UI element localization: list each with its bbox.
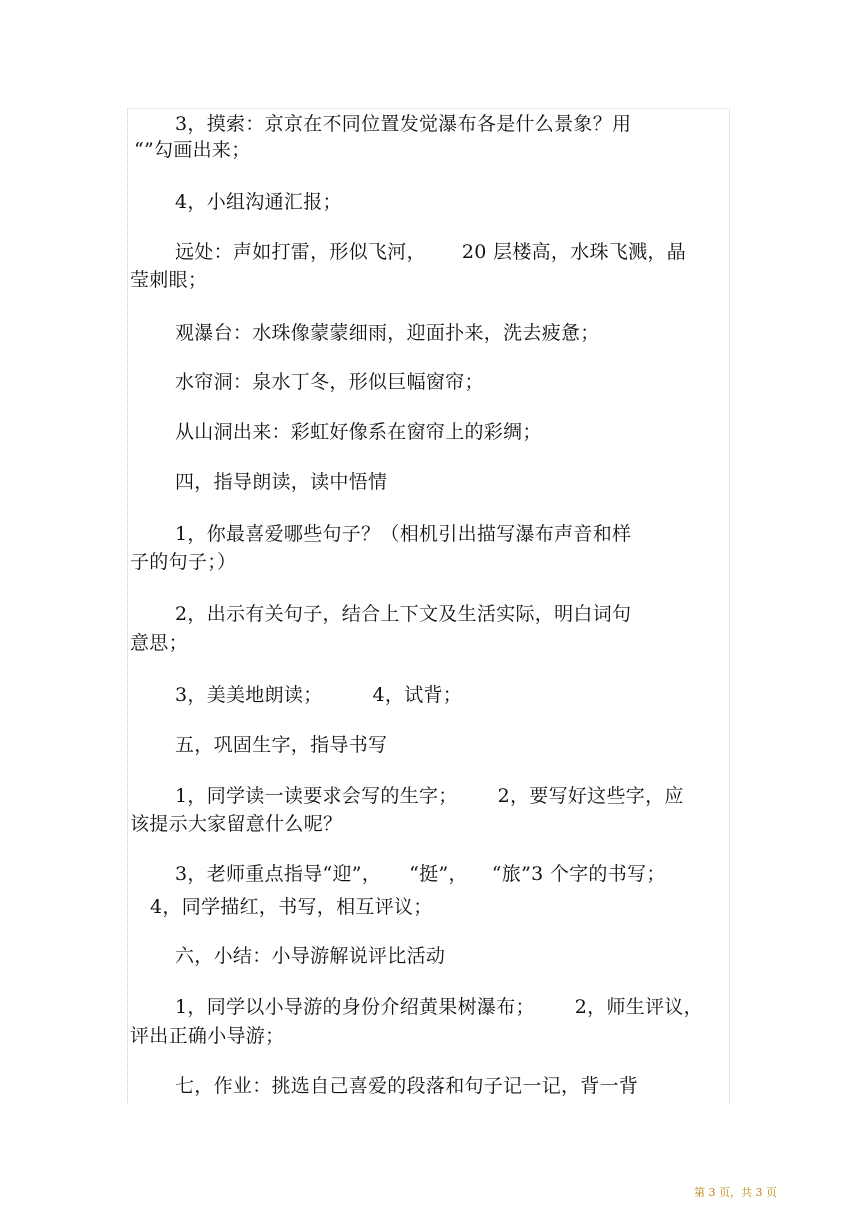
paragraph-line: 评出正确小导游； — [130, 1025, 285, 1047]
paragraph-line: 3，摸索：京京在不同位置发觉瀑布各是什么景象？用 — [175, 113, 632, 135]
paragraph-line: “”勾画出来； — [134, 139, 251, 161]
paragraph-line: 莹刺眼； — [130, 269, 208, 291]
paragraph-line: 该提示大家留意什么呢？ — [130, 813, 343, 835]
section-heading: 六，小结：小导游解说评比活动 — [175, 945, 446, 967]
paragraph-line: 3，美美地朗读； 4，试背； — [175, 684, 463, 706]
page-number: 第 3 页，共 3 页 — [694, 1186, 777, 1199]
paragraph-line: 3，老师重点指导“迎”， “挺”， “旅”3 个字的书写； — [175, 863, 666, 885]
paragraph-line: 4，同学描红，书写，相互评议； — [150, 896, 433, 918]
paragraph-line: 从山洞出来：彩虹好像系在窗帘上的彩绸； — [175, 421, 542, 443]
section-heading: 五，巩固生字，指导书写 — [175, 734, 388, 756]
paragraph-line: 观瀑台：水珠像蒙蒙细雨，迎面扑来，洗去疲惫； — [175, 322, 600, 344]
paragraph-line: 意思； — [130, 632, 188, 654]
paragraph-line: 1，同学读一读要求会写的生字； 2，要写好这些字，应 — [175, 785, 684, 807]
section-heading: 四，指导朗读，读中悟情 — [175, 471, 388, 493]
paragraph-line: 子的句子；） — [130, 551, 237, 573]
section-heading: 七，作业：挑选自己喜爱的段落和句子记一记，背一背 — [175, 1075, 639, 1097]
paragraph-line: 1，你最喜爱哪些句子？（相机引出描写瀑布声音和样 — [175, 523, 632, 545]
paragraph-line: 水帘洞：泉水丁冬，形似巨幅窗帘； — [175, 371, 484, 393]
paragraph-line: 1，同学以小导游的身份介绍黄果树瀑布； 2，师生评议， — [175, 996, 703, 1018]
paragraph-line: 4，小组沟通汇报； — [175, 191, 342, 213]
paragraph-line: 2，出示有关句子，结合上下文及生活实际，明白词句 — [175, 603, 632, 625]
paragraph-line: 远处：声如打雷，形似飞河， 20 层楼高，水珠飞溅，晶 — [175, 241, 687, 263]
